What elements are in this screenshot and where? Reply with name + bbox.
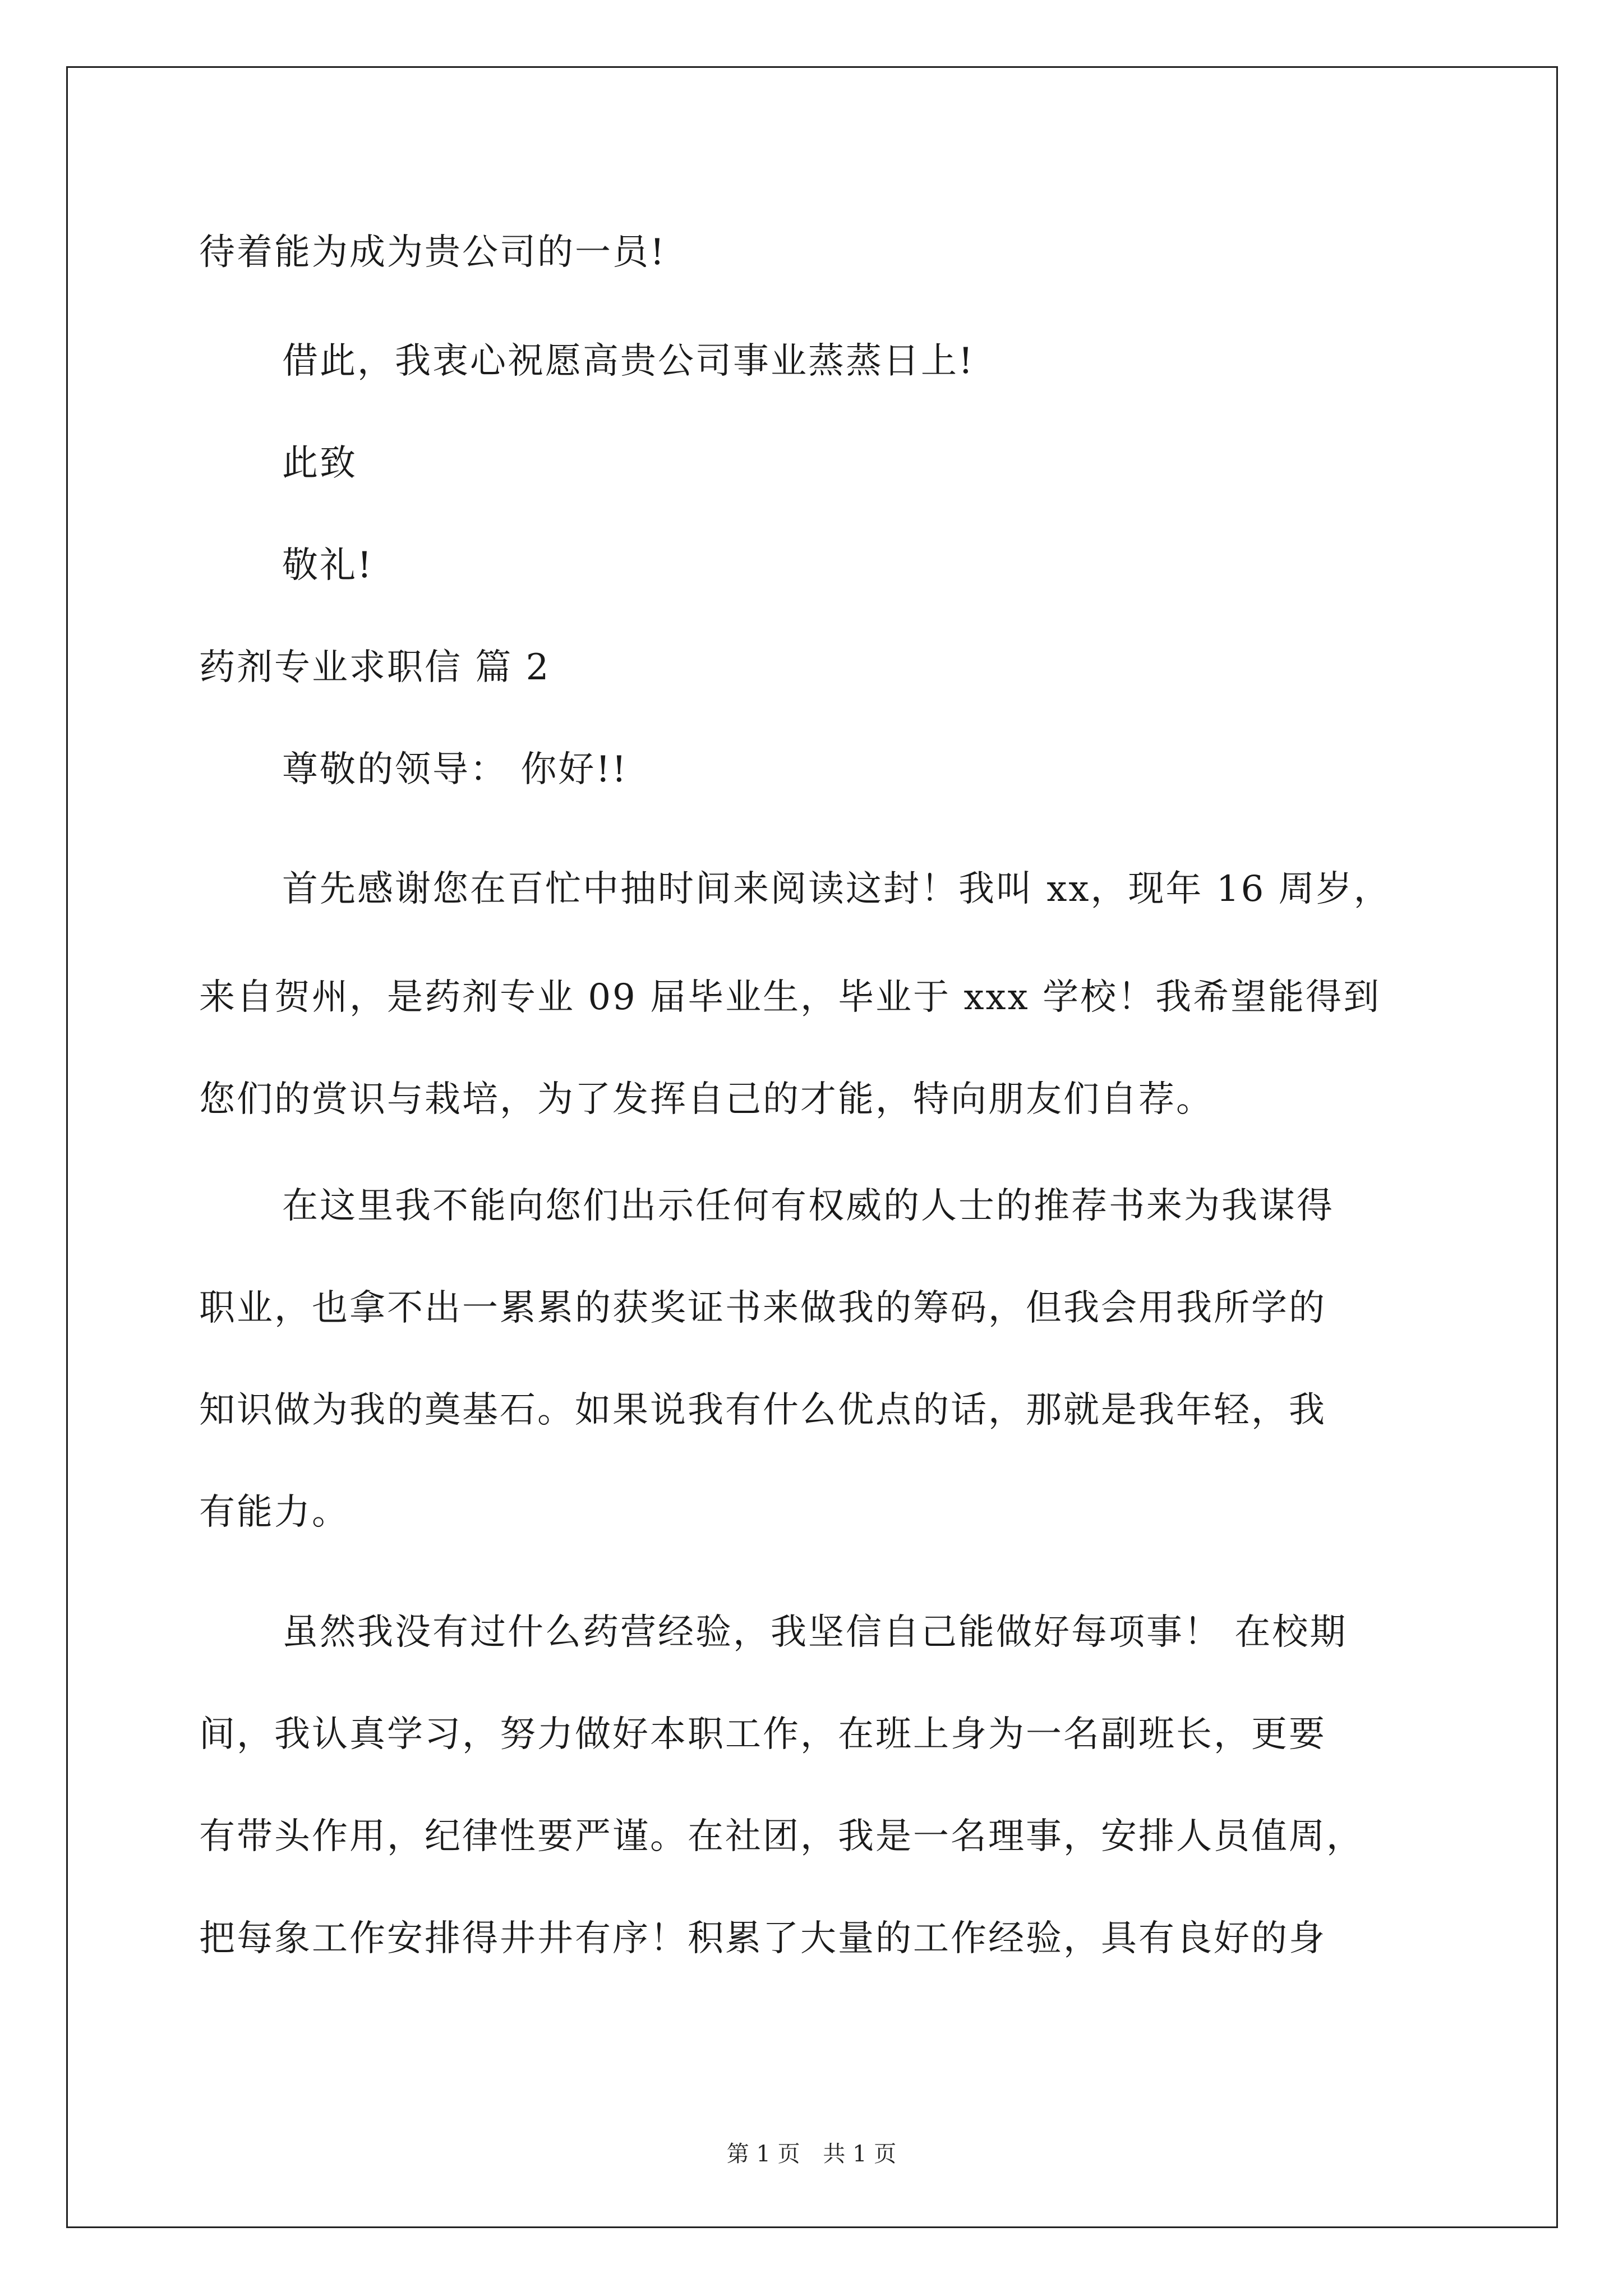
paragraph-3-line-1: 虽然我没有过什么药营经验，我坚信自己能做好每项事！ 在校期 — [282, 1612, 1348, 1653]
paragraph-1-line-1: 首先感谢您在百忙中抽时间来阅读这封！我叫 xx，现年 16 周岁， — [282, 868, 1391, 910]
paragraph-2-line-3: 知识做为我的奠基石。如果说我有什么优点的话，那就是我年轻，我 — [199, 1389, 1326, 1431]
paragraph-3-line-2: 间，我认真学习，努力做好本职工作，在班上身为一名副班长，更要 — [199, 1714, 1326, 1755]
page-number-total: 共 1 页 — [823, 2141, 897, 2167]
paragraph-3-line-3: 有带头作用，纪律性要严谨。在社团，我是一名理事，安排人员值周， — [199, 1816, 1364, 1857]
text-line-1: 待着能为成为贵公司的一员! — [199, 232, 666, 273]
paragraph-2-line-4: 有能力。 — [199, 1492, 349, 1533]
greeting-line: 尊敬的领导： 你好!! — [282, 749, 628, 790]
paragraph-2-line-1: 在这里我不能向您们出示任何有权威的人士的推荐书来为我谋得 — [282, 1185, 1334, 1227]
text-line-2: 借此，我衷心祝愿高贵公司事业蒸蒸日上! — [282, 341, 975, 382]
paragraph-3-line-4: 把每象工作安排得井井有序！积累了大量的工作经验，具有良好的身 — [199, 1918, 1326, 1959]
section-heading: 药剂专业求职信 篇 2 — [199, 647, 551, 688]
paragraph-2-line-2: 职业，也拿不出一累累的获奖证书来做我的筹码，但我会用我所学的 — [199, 1287, 1326, 1329]
page-footer — [0, 2140, 1623, 2168]
paragraph-1-line-3: 您们的赏识与栽培，为了发挥自己的才能，特向朋友们自荐。 — [199, 1079, 1214, 1120]
paragraph-1-line-2: 来自贺州，是药剂专业 09 届毕业生，毕业于 xxx 学校！我希望能得到 — [199, 977, 1381, 1018]
closing-regards: 敬礼! — [282, 545, 374, 586]
page-border — [66, 66, 1558, 2228]
page-number-current: 第 1 页 — [726, 2141, 800, 2167]
closing-salutation: 此致 — [282, 443, 357, 484]
